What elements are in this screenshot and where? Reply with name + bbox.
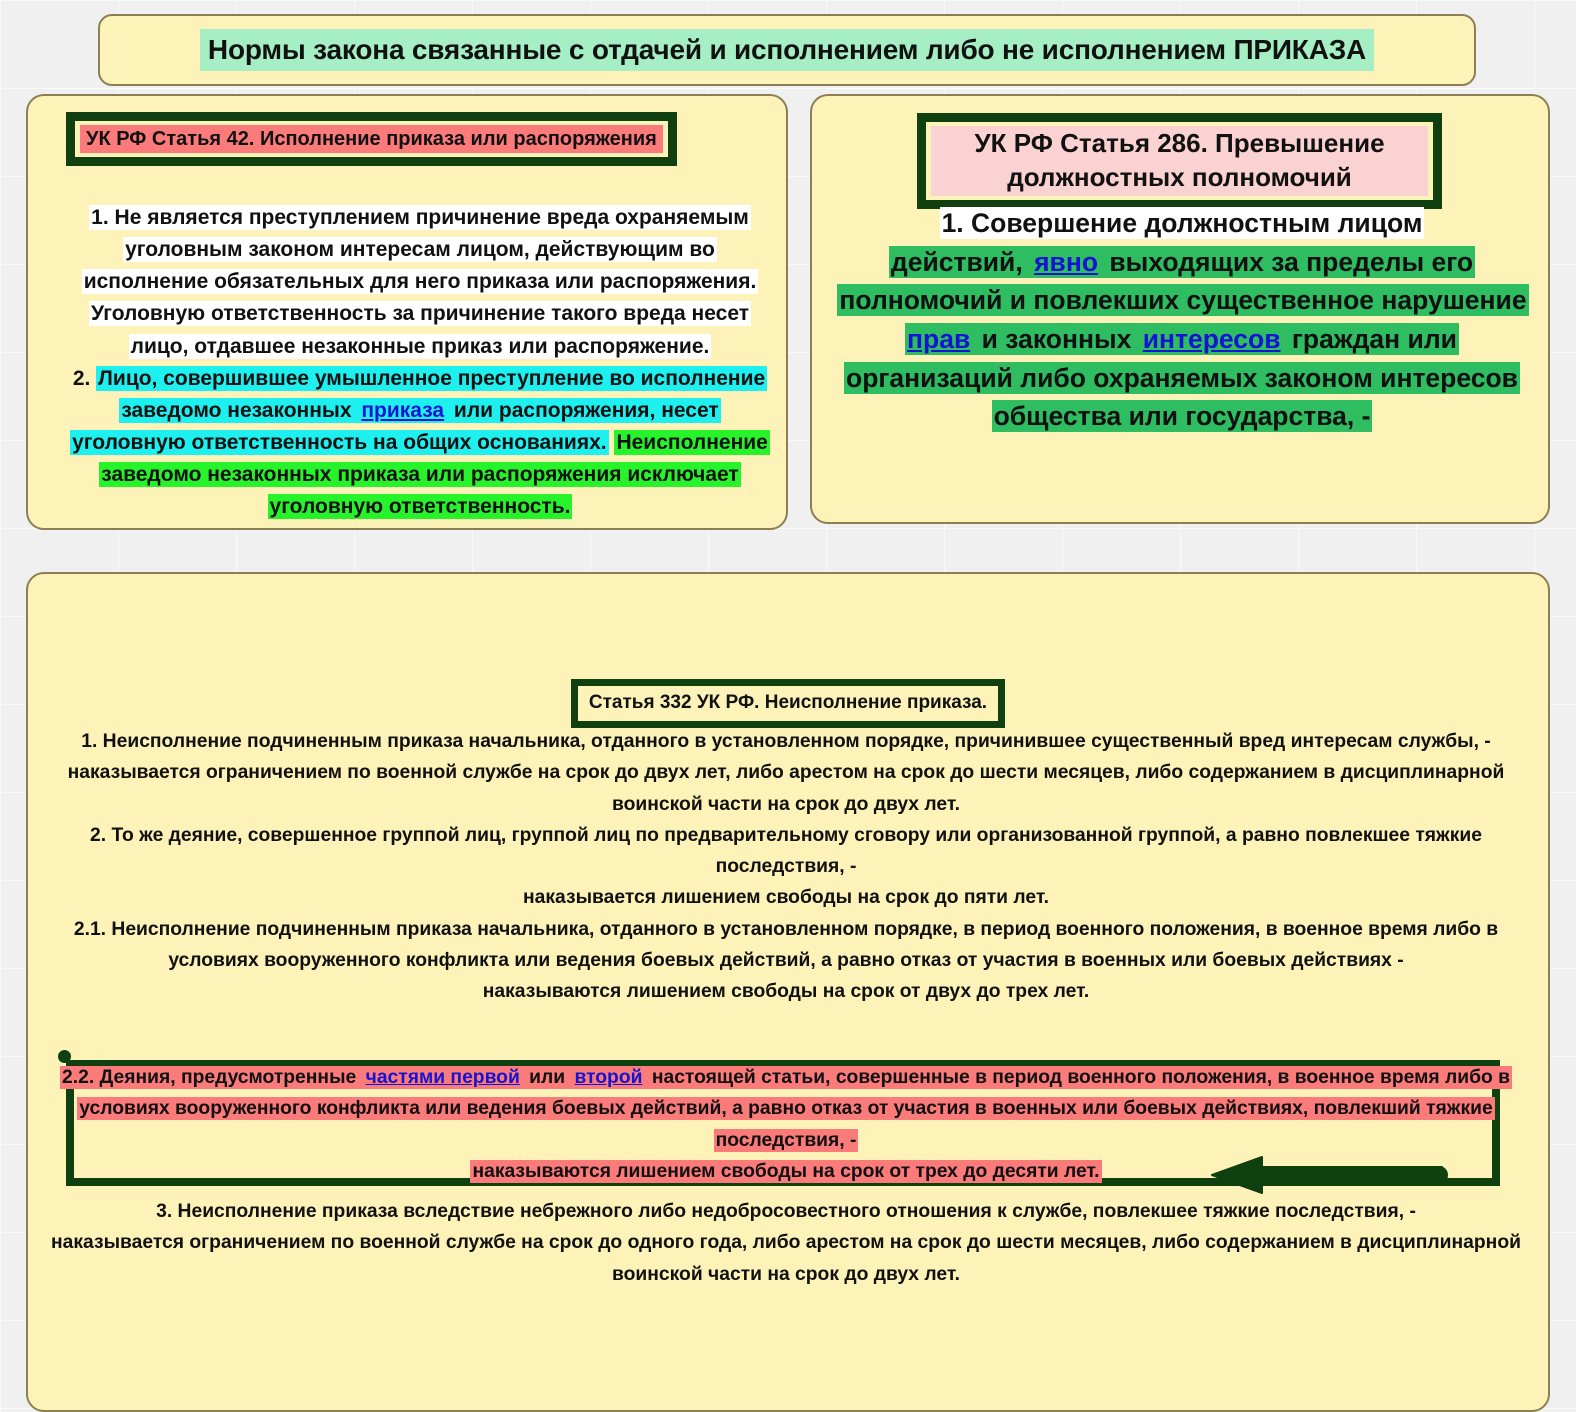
article-332-paragraph: 2.1. Неисполнение подчиненным приказа начальника, отданного в установленном порядке, в период военного положения, в военное время либо в условиях вооруженного конфликта или ведения боевых действий, а равно отказ от участия в военных или боевых действиях - [73, 918, 1499, 971]
article-332-paragraph: наказываются лишением свободы на срок от двух до трех лет. [482, 981, 1090, 1002]
page-title: Нормы закона связанные с отдачей и исполнением либо не исполнением ПРИКАЗА [200, 29, 1374, 71]
article-332-p22-line [50, 1062, 1522, 1156]
article-286-p1-green-b: выходящих за пределы его полномочий и повлекших существенное нарушение [839, 246, 1527, 316]
article-42-p1-lead: 1. [91, 206, 115, 229]
article-332-paragraph: наказывается ограничением по военной службе на срок до одного года, либо арестом на срок до шести месяцев, либо содержанием в дисциплинарной воинской части на срок до двух лет. [51, 1232, 1521, 1285]
article-286-header-wrap [917, 113, 1442, 209]
link-chastyami-pervoy[interactable]: частями первой [365, 1067, 520, 1088]
article-42-p1-text [82, 205, 759, 359]
article-332-p22-part-a: 2.2. Деяния, предусмотренные [62, 1067, 362, 1088]
article-286-header-frame [917, 113, 1442, 209]
title-card [98, 14, 1476, 86]
article-286-p1-green-c: и законных [974, 324, 1139, 355]
article-332-header-wrap [28, 679, 1548, 728]
article-286-p1-green-a: действий, [890, 246, 1031, 277]
article-332-paragraph: 1. Неисполнение подчиненным приказа начальника, отданного в установленном порядке, причинившее существенный вред интересам службы, - [81, 731, 1491, 752]
article-42-header-wrap [66, 112, 752, 166]
article-286-header-text: УК РФ Статья 286. Превышение должностных полномочий [931, 126, 1428, 196]
article-42-p1-body: Не является преступлением причинение вреда охраняемым уголовным законом интересам лицом, действующим во исполнение обязательных для него приказа или распоряжения. Уголовную ответственность за причинение такого вреда несет лицо, отдавшее незаконные приказ или распоряжение. [83, 206, 757, 358]
link-vtoroy[interactable]: второй [574, 1067, 643, 1088]
card-article-42 [26, 94, 788, 530]
article-332-paragraph: наказывается ограничением по военной службе на срок до двух лет, либо арестом на срок до шести месяцев, либо содержанием в дисциплинарной воинской части на срок до двух лет. [67, 762, 1505, 815]
link-yavno[interactable]: явно [1034, 246, 1099, 277]
article-332-body-top [50, 726, 1522, 1007]
article-42-header-frame [66, 112, 677, 166]
article-42-p2-part-b: или распоряжения, несет уголовную ответственность на общих основаниях. [72, 398, 719, 454]
article-42-header-text: УК РФ Статья 42. Исполнение приказа или распоряжения [80, 125, 663, 153]
article-332-header-text: Статья 332 УК РФ. Неисполнение приказа. [588, 692, 988, 713]
article-42-p2-part-a: Лицо, совершившее умышленное преступление во исполнение заведомо незаконных [98, 366, 766, 422]
article-332-p22-part-c: настоящей статьи, совершенные в период военного положения, в военное время либо в условиях вооруженного конфликта или ведения боевых действий, а равно отказ от участия в военных или боевых действиях, повлекший тяжкие последствия, - [79, 1067, 1510, 1151]
article-42-body [70, 202, 770, 523]
article-286-p1-green-d: граждан или организаций либо охраняемых законом интересов общества или государства, - [846, 324, 1518, 432]
article-332-paragraph: 2. То же деяние, совершенное группой лиц, группой лиц по предварительному сговору или организованной группой, а равно повлекшее тяжкие последствия, - [90, 824, 1482, 877]
article-286-p1-white: 1. Совершение должностным лицом [941, 208, 1423, 238]
card-article-286 [810, 94, 1550, 524]
card-article-332 [26, 572, 1550, 1412]
article-42-p2-part-c: Неисполнение заведомо незаконных приказа или распоряжения исключает уголовную ответственность. [101, 430, 768, 519]
article-42-paragraph-2 [70, 363, 770, 524]
article-286-body [828, 204, 1536, 436]
article-332-paragraph-2-2 [50, 1062, 1522, 1187]
article-332-paragraph: наказывается лишением свободы на срок до пяти лет. [523, 887, 1049, 909]
article-332-body-bottom [50, 1196, 1522, 1290]
article-332-paragraph: 3. Неисполнение приказа вследствие небрежного либо недобросовестного отношения к службе, повлекшее тяжкие последствия, - [156, 1201, 1416, 1222]
article-332-p22-part-b: или [523, 1067, 571, 1088]
link-prikaza[interactable]: приказа [361, 398, 445, 422]
link-interesov[interactable]: интересов [1142, 324, 1281, 355]
article-332-p22-part-d: наказываются лишением свободы на срок от трех до десяти лет. [472, 1160, 1100, 1182]
article-332-p22-penalty [50, 1156, 1522, 1187]
article-42-p2-lead: 2. [72, 366, 97, 390]
article-42-paragraph-1 [70, 202, 770, 363]
article-286-paragraph-1 [828, 204, 1536, 436]
article-332-header-frame [571, 679, 1005, 728]
link-prav[interactable]: прав [907, 324, 971, 355]
